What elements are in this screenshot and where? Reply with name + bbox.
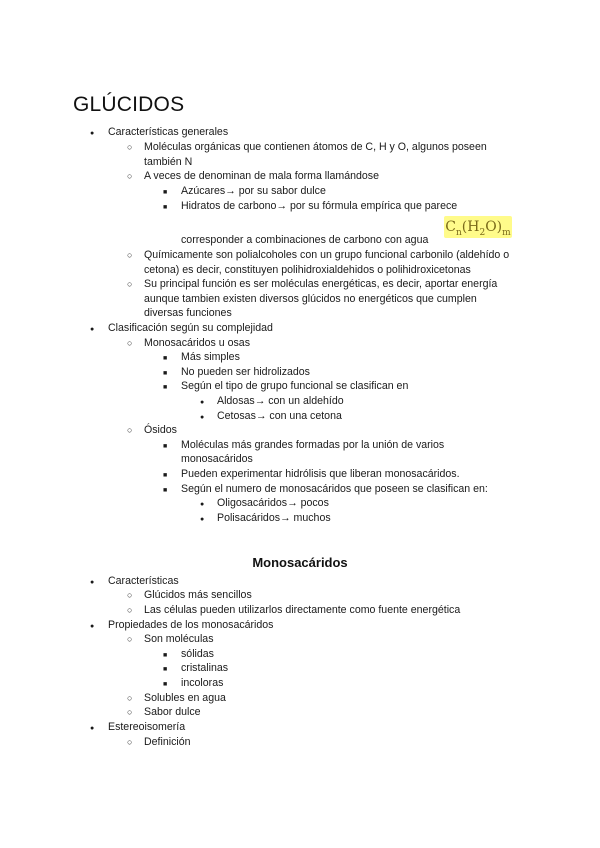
bullet-level2 — [127, 705, 132, 719]
list-item: Oligosacáridos→ pocos — [217, 497, 329, 509]
bullet-level3 — [163, 184, 167, 200]
bullet-level1 — [90, 321, 94, 337]
list-item-continuation: diversas funciones — [144, 307, 232, 319]
list-item: No pueden ser hidrolizados — [181, 366, 310, 378]
section-heading: Monosacáridos — [252, 555, 348, 570]
list-item: Definición — [144, 736, 191, 748]
list-item: Sabor dulce — [144, 706, 201, 718]
list-item: Propiedades de los monosacáridos — [108, 619, 274, 631]
empirical-formula: $C_n(H_2O)_m$ — [444, 216, 512, 238]
list-item: Aldosas→ con un aldehído — [217, 395, 344, 407]
bullet-level3 — [163, 467, 167, 483]
bullet-level3 — [163, 676, 167, 692]
list-item: Moléculas orgánicas que contienen átomos de C, H y O, algunos poseen — [144, 141, 487, 153]
list-item: Son moléculas — [144, 633, 214, 645]
list-item: Solubles en agua — [144, 692, 226, 704]
list-item: sólidas — [181, 648, 214, 660]
bullet-level4 — [200, 409, 204, 425]
bullet-level2 — [127, 691, 132, 705]
bullet-level1 — [90, 720, 94, 736]
list-item: Clasificación según su complejidad — [108, 322, 273, 334]
list-item: Según el numero de monosacáridos que poseen se clasifican en: — [181, 483, 488, 495]
list-item: Características — [108, 575, 179, 587]
list-item: Estereoisomería — [108, 721, 186, 733]
list-item: Cetosas→ con una cetona — [217, 410, 342, 422]
list-item-continuation: cetona) es decir, constituyen polihidroxialdehidos o polihidroxicetonas — [144, 264, 471, 276]
bullet-level4 — [200, 496, 204, 512]
bullet-level2 — [127, 277, 132, 291]
list-item-continuation: aunque tambien existen diversos glúcidos no energéticos que cumplen — [144, 293, 477, 305]
bullet-level2 — [127, 632, 132, 646]
list-item: Pueden experimentar hidrólisis que liberan monosacáridos. — [181, 468, 460, 480]
page-title: GLÚCIDOS — [73, 93, 185, 116]
list-item: Hidratos de carbono→ por su fórmula empírica que parece — [181, 200, 458, 212]
list-item: Las células pueden utilizarlos directamente como fuente energética — [144, 604, 461, 616]
list-item-continuation: monosacáridos — [181, 453, 253, 465]
bullet-level3 — [163, 199, 167, 215]
bullet-level2 — [127, 140, 132, 154]
bullet-level2 — [127, 588, 132, 602]
bullet-level2 — [127, 248, 132, 262]
bullet-level1 — [90, 125, 94, 141]
bullet-level2 — [127, 336, 132, 350]
list-item-continuation: corresponder a combinaciones de carbono con agua — [181, 234, 429, 246]
list-item: Ósidos — [144, 424, 177, 436]
list-item: incoloras — [181, 677, 224, 689]
list-item: Su principal función es ser moléculas energéticas, es decir, aportar energía — [144, 278, 498, 290]
bullet-level3 — [163, 438, 167, 454]
list-item: Químicamente son polialcoholes con un grupo funcional carbonilo (aldehído o — [144, 249, 510, 261]
bullet-level2 — [127, 423, 132, 437]
list-item: Características generales — [108, 126, 229, 138]
bullet-level1 — [90, 618, 94, 634]
list-item: Según el tipo de grupo funcional se clasifican en — [181, 380, 409, 392]
list-item: Azúcares→ por su sabor dulce — [181, 185, 326, 197]
bullet-level3 — [163, 350, 167, 366]
list-item: Moléculas más grandes formadas por la unión de varios — [181, 439, 445, 451]
bullet-level2 — [127, 603, 132, 617]
list-item: Monosacáridos u osas — [144, 337, 250, 349]
bullet-level2 — [127, 735, 132, 749]
bullet-level3 — [163, 379, 167, 395]
list-item: Glúcidos más sencillos — [144, 589, 252, 601]
list-item-continuation: también N — [144, 156, 193, 168]
bullet-level3 — [163, 661, 167, 677]
bullet-level1 — [90, 574, 94, 590]
list-item: Polisacáridos→ muchos — [217, 512, 331, 524]
bullet-level3 — [163, 482, 167, 498]
list-item: cristalinas — [181, 662, 229, 674]
bullet-level4 — [200, 394, 204, 410]
bullet-level2 — [127, 169, 132, 183]
list-item: A veces de denominan de mala forma llamándose — [144, 170, 379, 182]
bullet-level4 — [200, 511, 204, 527]
list-item: Más simples — [181, 351, 240, 363]
